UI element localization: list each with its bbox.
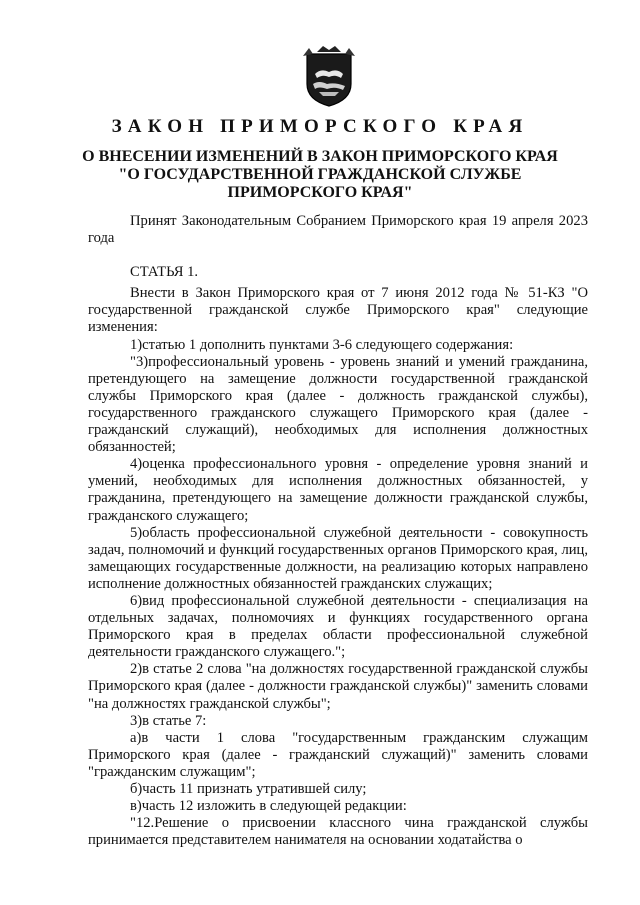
subtitle-line: "О ГОСУДАРСТВЕННОЙ ГРАЖДАНСКОЙ СЛУЖБЕ xyxy=(118,166,522,183)
subtitle-line: О ВНЕСЕНИИ ИЗМЕНЕНИЙ В ЗАКОН ПРИМОРСКОГО КРАЯ xyxy=(82,148,558,165)
article-paragraph: "12.Решение о присвоении классного чина гражданской службы принимается представителем нанимателя на основании ходатайства о xyxy=(88,815,588,849)
article-paragraph: б)часть 11 признать утратившей силу; xyxy=(130,781,367,797)
article-paragraph: 6)вид профессиональной служебной деятельности - специализация на отдельных задачах, полномочиях и функциях государственного органа Приморского края в пределах области профессиональной служебной деятельности гражданского служащего."; xyxy=(88,592,588,661)
law-subtitle xyxy=(0,148,640,202)
document-body xyxy=(88,213,588,849)
coat-of-arms-icon xyxy=(299,44,359,108)
article-paragraph: в)часть 12 изложить в следующей редакции: xyxy=(130,798,407,815)
subtitle-line: ПРИМОРСКОГО КРАЯ" xyxy=(227,184,413,201)
article-paragraph: а)в части 1 слова "государственным гражданским служащим Приморского края (далее - гражданский служащий)" заменить словами "гражданским служащим"; xyxy=(88,729,588,780)
article-intro: Внести в Закон Приморского края от 7 июня 2012 года № 51-КЗ "О государственной гражданской службе Приморского края" следующие изменения: xyxy=(88,285,588,336)
law-title: ЗАКОН ПРИМОРСКОГО КРАЯ xyxy=(111,116,529,137)
article-paragraph: 1)статью 1 дополнить пунктами 3-6 следующего содержания: xyxy=(130,336,514,353)
article-paragraph: "3)профессиональный уровень - уровень знаний и умений гражданина, претендующего на замещение должности государственной гражданской службы Приморского края (далее - должность гражданской службы), государственного гражданского служащего Приморского края (далее - гражданский служащий), необходимых для исполнения должностных обязанностей; xyxy=(88,353,588,456)
article-paragraph: 5)область профессиональной служебной деятельности - совокупность задач, полномочий и функций государственных органов Приморского края, лиц, замещающих государственные должности, на реализацию которых направлено исполнение должностных обязанностей гражданских служащих; xyxy=(88,524,588,592)
article-paragraph: 3)в статье 7: xyxy=(130,712,207,729)
article-heading: СТАТЬЯ 1. xyxy=(130,264,199,281)
article-paragraph: 4)оценка профессионального уровня - определение уровня знаний и умений, необходимых для исполнения должностных обязанностей, у гражданина, претендующего на замещение должности гражданской службы, гражданского служащего; xyxy=(88,456,588,524)
adoption-note: Принят Законодательным Собранием Приморского края 19 апреля 2023 года xyxy=(88,213,588,247)
article-paragraph: 2)в статье 2 слова "на должностях государственной гражданской службы Приморского края (далее - должности гражданской службы)" заменить словами "на должностях гражданской службы"; xyxy=(88,661,588,712)
